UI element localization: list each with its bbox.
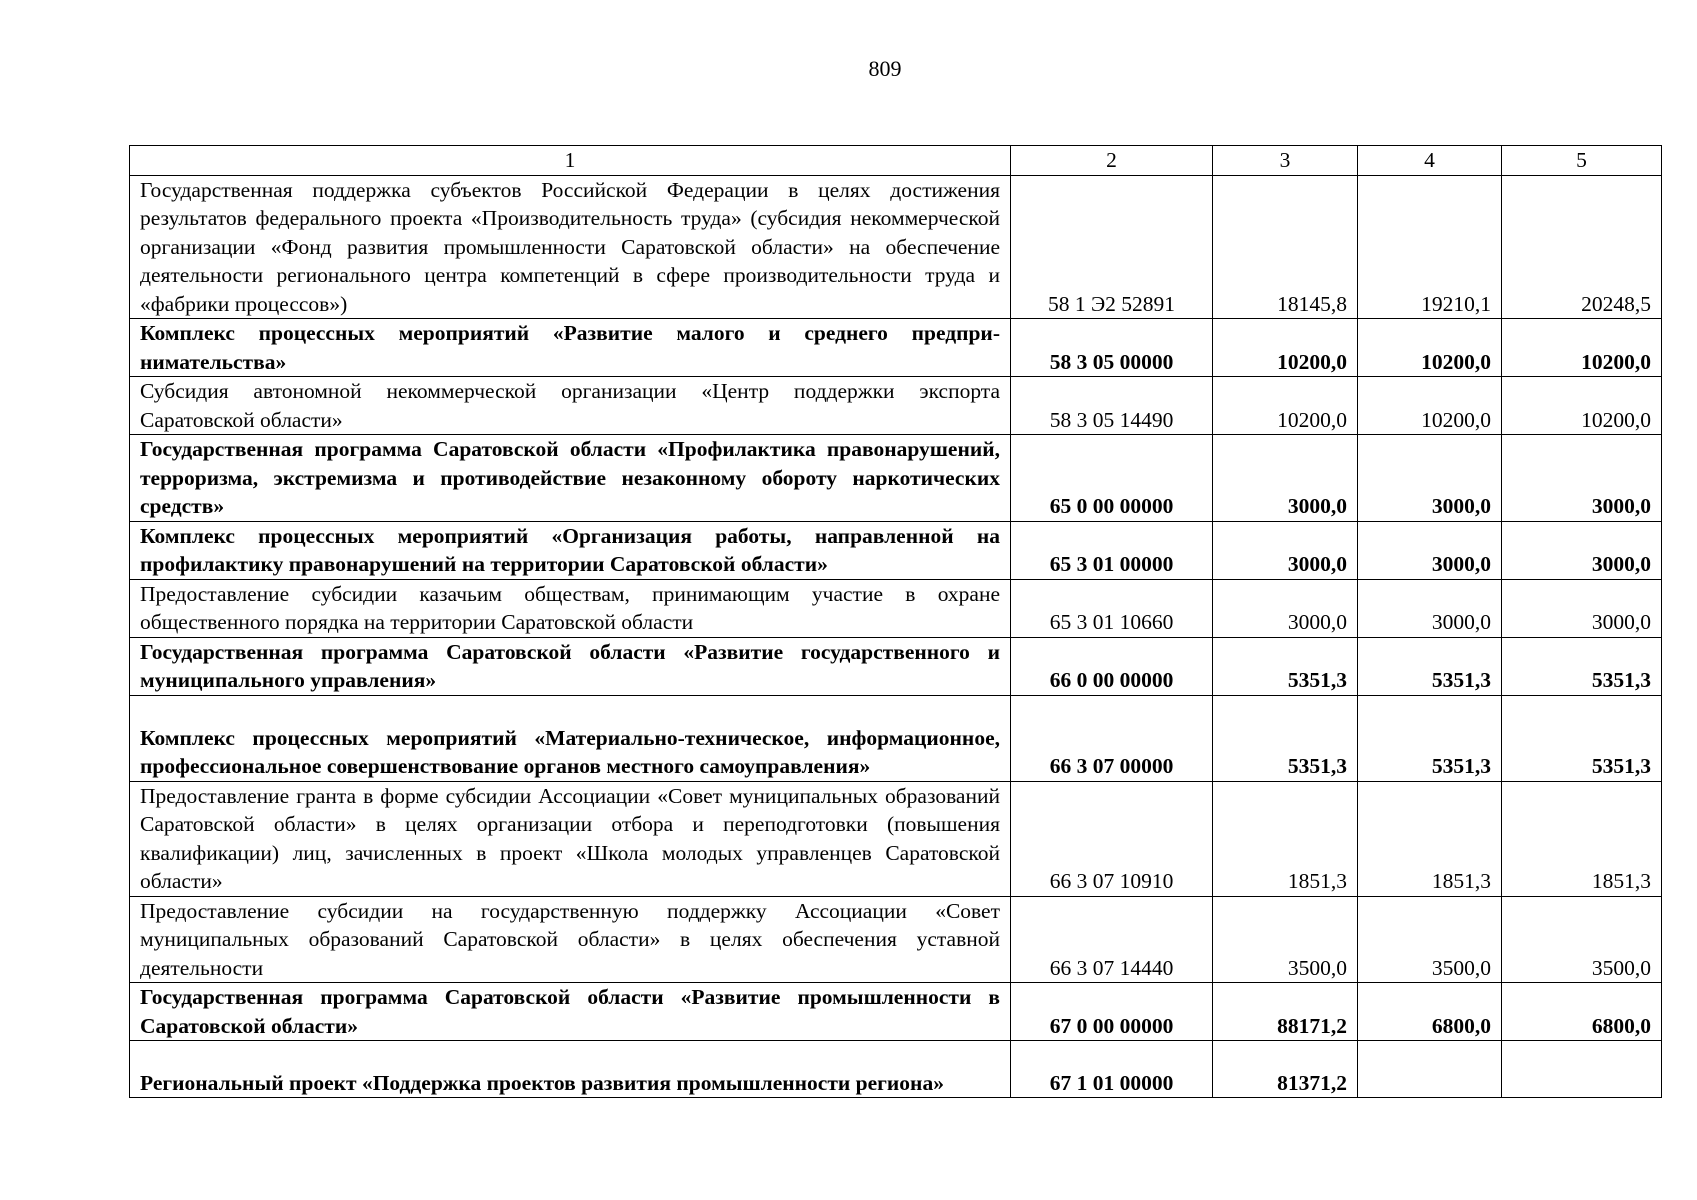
row-value-3: 3000,0 [1502,521,1662,579]
row-name: Региональный проект «Поддержка проектов развития промышленности региона» [130,1041,1011,1098]
row-value-1: 5351,3 [1213,637,1358,695]
row-value-2: 19210,1 [1358,175,1502,319]
row-value-1: 3000,0 [1213,521,1358,579]
row-value-3: 1851,3 [1502,781,1662,896]
row-value-2 [1358,1041,1502,1098]
row-code: 65 3 01 10660 [1011,579,1213,637]
row-value-3: 5351,3 [1502,695,1662,781]
row-value-2: 3000,0 [1358,435,1502,522]
row-value-3: 5351,3 [1502,637,1662,695]
table-row [130,1041,1662,1098]
row-value-3: 3000,0 [1502,579,1662,637]
page-number: 809 [868,56,902,81]
row-code: 66 3 07 14440 [1011,896,1213,983]
row-name: Комплекс процессных мероприятий «Организация работы, направленной на профилактику правонарушений на территории Саратовской области» [130,521,1011,579]
column-header-1: 1 [130,146,1011,176]
row-value-2: 3000,0 [1358,521,1502,579]
row-name: Государственная программа Саратовской области «Профилактика правонарушений, терроризма, экстремизма и противодействие незаконному обороту наркотических средств» [130,435,1011,522]
row-code: 66 3 07 00000 [1011,695,1213,781]
row-code: 58 1 Э2 52891 [1011,175,1213,319]
row-name: Предоставление гранта в форме субсидии Ассоциации «Совет муниципальных образований Саратовской области» в целях организации отбора и переподготовки (повышения квалификации) лиц, зачисленных в проект «Школа молодых управленцев Саратовской области» [130,781,1011,896]
row-name: Государственная поддержка субъектов Российской Федерации в целях достижения результатов федерального проекта «Производительность труда» (субсидия некоммерческой организации «Фонд развития промышленности Саратовской области» на обеспечение деятельности регионального центра компетенций в сфере производительности труда и «фабрики процессов») [130,175,1011,319]
column-header-4: 4 [1358,146,1502,176]
row-value-3: 10200,0 [1502,377,1662,435]
row-value-2: 5351,3 [1358,637,1502,695]
row-value-3: 3500,0 [1502,896,1662,983]
table-row [130,175,1662,319]
row-value-1: 10200,0 [1213,377,1358,435]
row-name: Государственная программа Саратовской области «Развитие промышленности в Саратовской области» [130,983,1011,1041]
table-row [130,521,1662,579]
table-header-row [130,146,1662,176]
table-row [130,637,1662,695]
budget-table [129,145,1662,1098]
row-value-1: 88171,2 [1213,983,1358,1041]
row-code: 67 0 00 00000 [1011,983,1213,1041]
row-name: Субсидия автономной некоммерческой организации «Центр поддержки экспорта Саратовской области» [130,377,1011,435]
row-name: Государственная программа Саратовской области «Развитие государственного и муниципального управления» [130,637,1011,695]
row-code: 67 1 01 00000 [1011,1041,1213,1098]
row-code: 65 0 00 00000 [1011,435,1213,522]
table-row [130,781,1662,896]
row-value-2: 3000,0 [1358,579,1502,637]
row-value-3: 10200,0 [1502,319,1662,377]
column-header-5: 5 [1502,146,1662,176]
row-name: Предоставление субсидии на государственную поддержку Ассоциации «Совет муниципальных образований Саратовской области» в целях обеспечения уставной деятельности [130,896,1011,983]
row-name: Предоставление субсидии казачьим обществам, принимающим участие в охране общественного порядка на территории Саратовской области [130,579,1011,637]
table-row [130,319,1662,377]
table-row [130,435,1662,522]
row-value-2: 10200,0 [1358,377,1502,435]
row-code: 66 3 07 10910 [1011,781,1213,896]
table-row [130,377,1662,435]
row-value-2: 6800,0 [1358,983,1502,1041]
column-header-2: 2 [1011,146,1213,176]
row-value-3: 6800,0 [1502,983,1662,1041]
row-value-1: 5351,3 [1213,695,1358,781]
row-value-1: 1851,3 [1213,781,1358,896]
table-row [130,695,1662,781]
row-code: 65 3 01 00000 [1011,521,1213,579]
column-header-3: 3 [1213,146,1358,176]
row-name: Комплекс процессных мероприятий «Развитие малого и среднего предпринимательства» [130,319,1011,377]
row-value-1: 3000,0 [1213,435,1358,522]
row-value-2: 1851,3 [1358,781,1502,896]
table-row [130,896,1662,983]
row-value-3 [1502,1041,1662,1098]
row-value-3: 3000,0 [1502,435,1662,522]
row-value-1: 3000,0 [1213,579,1358,637]
row-value-1: 3500,0 [1213,896,1358,983]
row-value-3: 20248,5 [1502,175,1662,319]
table-row [130,983,1662,1041]
row-name: Комплекс процессных мероприятий «Материально-техническое, информационное, профессиональное совершенствование органов местного самоуправления» [130,695,1011,781]
row-value-2: 5351,3 [1358,695,1502,781]
row-code: 66 0 00 00000 [1011,637,1213,695]
row-value-2: 3500,0 [1358,896,1502,983]
row-code: 58 3 05 00000 [1011,319,1213,377]
row-value-1: 81371,2 [1213,1041,1358,1098]
row-value-1: 18145,8 [1213,175,1358,319]
row-value-2: 10200,0 [1358,319,1502,377]
row-code: 58 3 05 14490 [1011,377,1213,435]
row-value-1: 10200,0 [1213,319,1358,377]
table-row [130,579,1662,637]
